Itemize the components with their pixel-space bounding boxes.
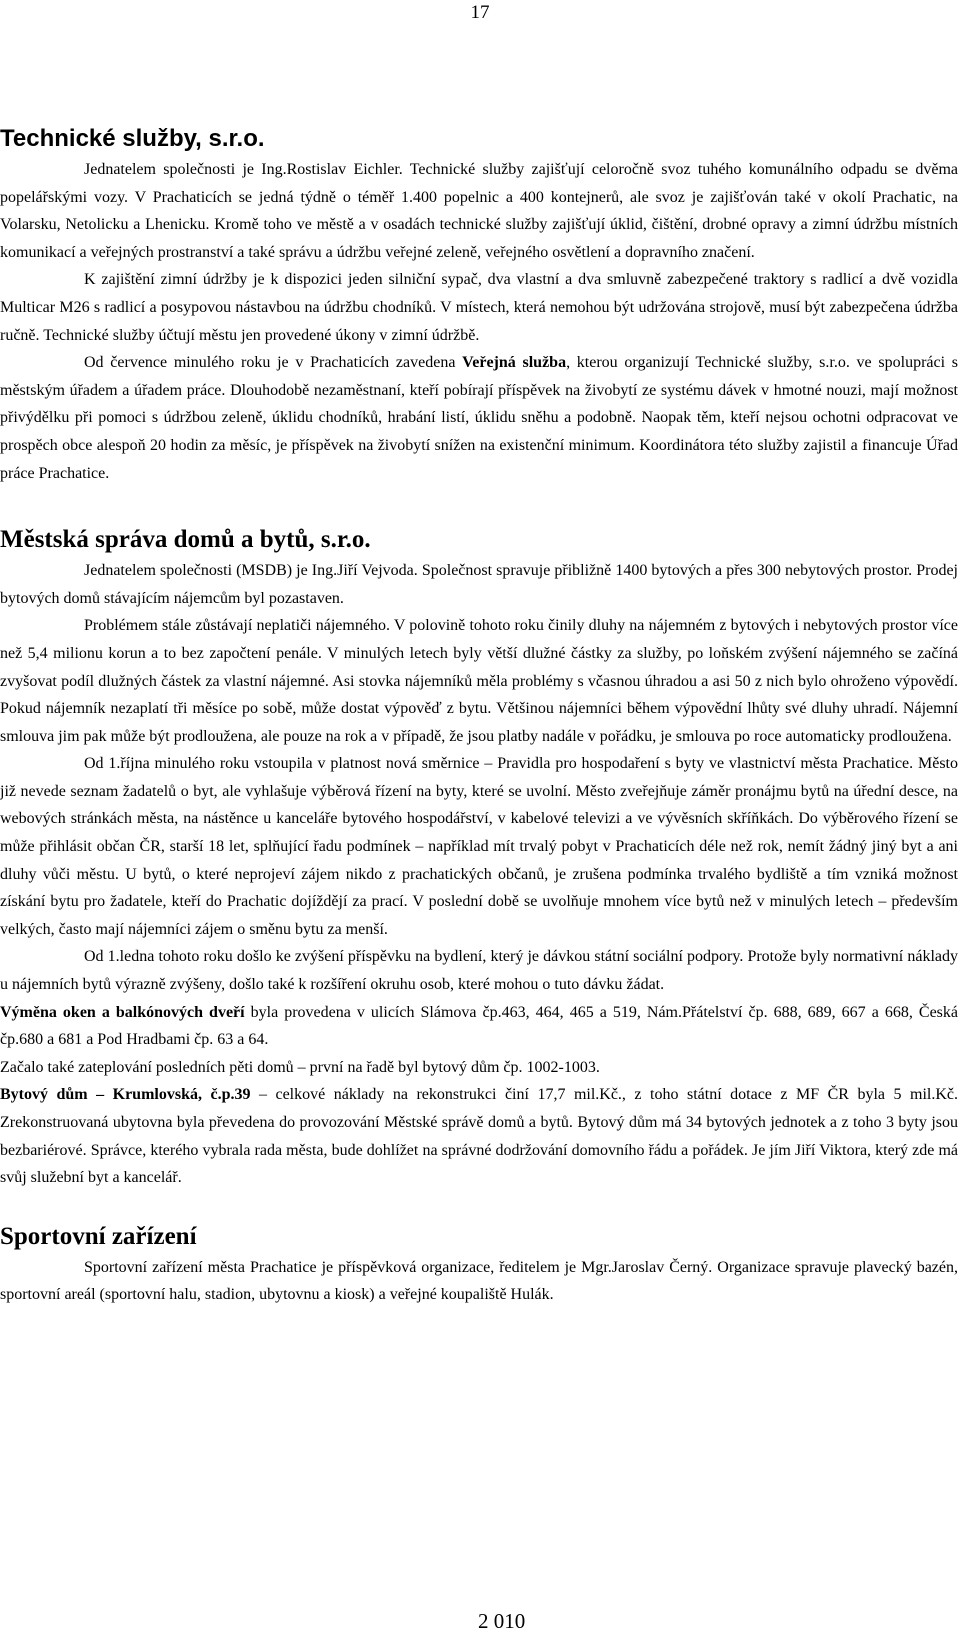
paragraph: Začalo také zateplování posledních pěti domů – první na řadě byl bytový dům čp. 1002-1003.: [0, 1058, 600, 1076]
section-title-technicke-sluzby: Technické služby, s.r.o.: [0, 125, 265, 152]
paragraph: Problémem stále zůstávají neplatiči nájemného. V polovině tohoto roku činily dluhy na nájemném z bytových i nebytových prostor více než 5,4 milionu korun a to bez započtení penále. V minulých letech byly větší dlužné částky za služby, po loňském zvýšení nájemného se začíná zvyšovat podíl dlužných částek za vlastní nájemné. Asi stovka nájemníků měla problémy s včasnou úhradou a asi 50 z nich bylo ohroženo výpovědí. Pokud nájemník nezaplatí tři měsíce po sobě, může dostat výpověď z bytu. Většinou nájemníci během výpovědní lhůty své dluhy uhradí. Nájemní smlouva jim pak může být prodloužena, ale pouze na rok a v případě, že jsou platby nadále v pořádku, je smlouva po roce automaticky prodloužena.: [0, 617, 958, 745]
section-title-sportovni-zarizeni: Sportovní zařízení: [0, 1222, 197, 1250]
paragraph: Sportovní zařízení města Prachatice je příspěvková organizace, ředitelem je Mgr.Jaroslav Černý. Organizace spravuje plavecký bazén, sportovní areál (sportovní halu, stadion, ubytovnu a kiosk) a veřejné koupaliště Hulák.: [0, 1258, 958, 1304]
bold-text: Veřejná služba: [462, 354, 567, 372]
paragraph: [0, 999, 958, 1054]
bold-text: Výměna oken a balkónových dveří: [0, 1003, 245, 1021]
paragraph: [0, 349, 958, 487]
section-title-msdb: Městská správa domů a bytů, s.r.o.: [0, 526, 371, 554]
text-run: Od července minulého roku je v Prachaticích zavedena: [84, 354, 463, 372]
footer-year: 2 010: [478, 1609, 526, 1633]
paragraph: K zajištění zimní údržby je k dispozici jeden silniční sypač, dva vlastní a dva smluvně zabezpečené traktory s radlicí a dvě vozidla Multicar M26 s radlicí a posypovou nástavbou na údržbu chodníků. V místech, která nemohou být udržována strojově, musí být zabezpečena údržba ručně. Technické služby účtují městu jen provedené úkony v zimní údržbě.: [0, 271, 958, 344]
text-run: byla provedena v ulicích Slámova čp.463, 464, 465 a 519, Nám.Přátelství čp. 688, 689, 667 a 668, Česká čp.680 a 681 a Pod Hradbami čp. 63 a 64.: [0, 1003, 958, 1049]
paragraph: Od 1.ledna tohoto roku došlo ke zvýšení příspěvku na bydlení, který je dávkou státní sociální podpory. Protože byly normativní náklady u nájemních bytů výrazně zvýšeny, došlo také k rozšíření okruhu osob, které mohou o tuto dávku žádat.: [0, 948, 958, 994]
paragraph: Jednatelem společnosti je Ing.Rostislav Eichler. Technické služby zajišťují celoročně svoz tuhého komunálního odpadu se dvěma popelářskými vozy. V Prachaticích se jedná týdně o téměř 1.400 popelnic a 400 kontejnerů, ale svoz je zajišťován také v okolí Prachatic, na Volarsku, Netolicku a Lhenicku. Kromě toho ve městě a v osadách technické služby zajišťují úklid, čištění, drobné opravy a zimní údržbu místních komunikací a veřejných prostranství a také správu a údržbu veřejné zeleně, veřejného osvětlení a dopravního značení.: [0, 161, 958, 261]
paragraph: Jednatelem společnosti (MSDB) je Ing.Jiří Vejvoda. Společnost spravuje přibližně 1400 bytových a přes 300 nebytových prostor. Prodej bytových domů stávajícím nájemcům byl pozastaven.: [0, 562, 958, 607]
page-number: 17: [470, 2, 490, 23]
paragraph: [0, 1081, 958, 1191]
document-body: [0, 122, 958, 1309]
bold-text: Bytový dům – Krumlovská, č.p.39: [0, 1086, 251, 1104]
paragraph: Od 1.října minulého roku vstoupila v platnost nová směrnice – Pravidla pro hospodaření s byty ve vlastnictví města Prachatice. Město již nevede seznam žadatelů o byt, ale vyhlašuje výběrová řízení na byty, které se uvolní. Město zveřejňuje záměr pronájmu bytů na úřední desce, na webových stránkách města, na nástěnce u kanceláře bytového hospodářství, v kabelové televizi a ve vývěsních skříňkách. Do výběrového řízení se může přihlásit občan ČR, starší 18 let, splňující řadu podmínek – například mít trvalý pobyt v Prachaticích déle než rok, nemít žádný jiný byt a ani dluhy vůči městu. U bytů, o které neprojeví zájem nikdo z prachatických občanů, je zrušena podmínka trvalého bydliště a tím vzniká možnost získání bytu pro žadatele, kteří do Prachatic dojíždějí za prací. V poslední době se uvolňuje mnohem více bytů než v minulých letech – především velkých, často mají nájemníci zájem o směnu bytu za menší.: [0, 755, 958, 938]
text-run: , kterou organizují Technické služby, s.r.o. ve spolupráci s městským úřadem a úřadem práce. Dlouhodobě nezaměstnaní, kteří pobírají příspěvek na živobytí ze systému dávek v hmotné nouzi, mají možnost přivýdělku při pomoci s údržbou zeleně, úklidu chodníků, hrabání listí, úklidu sněhu a podobně. Naopak těm, kteří nejsou ochotni odpracovat ve prospěch obce alespoň 20 hodin za měsíc, je příspěvek na živobytí snížen na existenční minimum. Koordinátora této služby zajistil a financuje Úřad práce Prachatice.: [0, 354, 959, 482]
text-run: – celkové náklady na rekonstrukci činí 17,7 mil.Kč., z toho státní dotace z MF ČR byla 5 mil.Kč. Zrekonstruovaná ubytovna byla převedena do provozování Městské správě domů a bytů. Bytový dům má 34 bytových jednotek a z toho 3 byty jsou bezbariérové. Správce, kterého vybrala rada města, bude dohlížet na správné dodržování domovního řádu a pořádek. Je jím Jiří Viktora, který zde má svůj služební byt a kancelář.: [0, 1086, 958, 1187]
